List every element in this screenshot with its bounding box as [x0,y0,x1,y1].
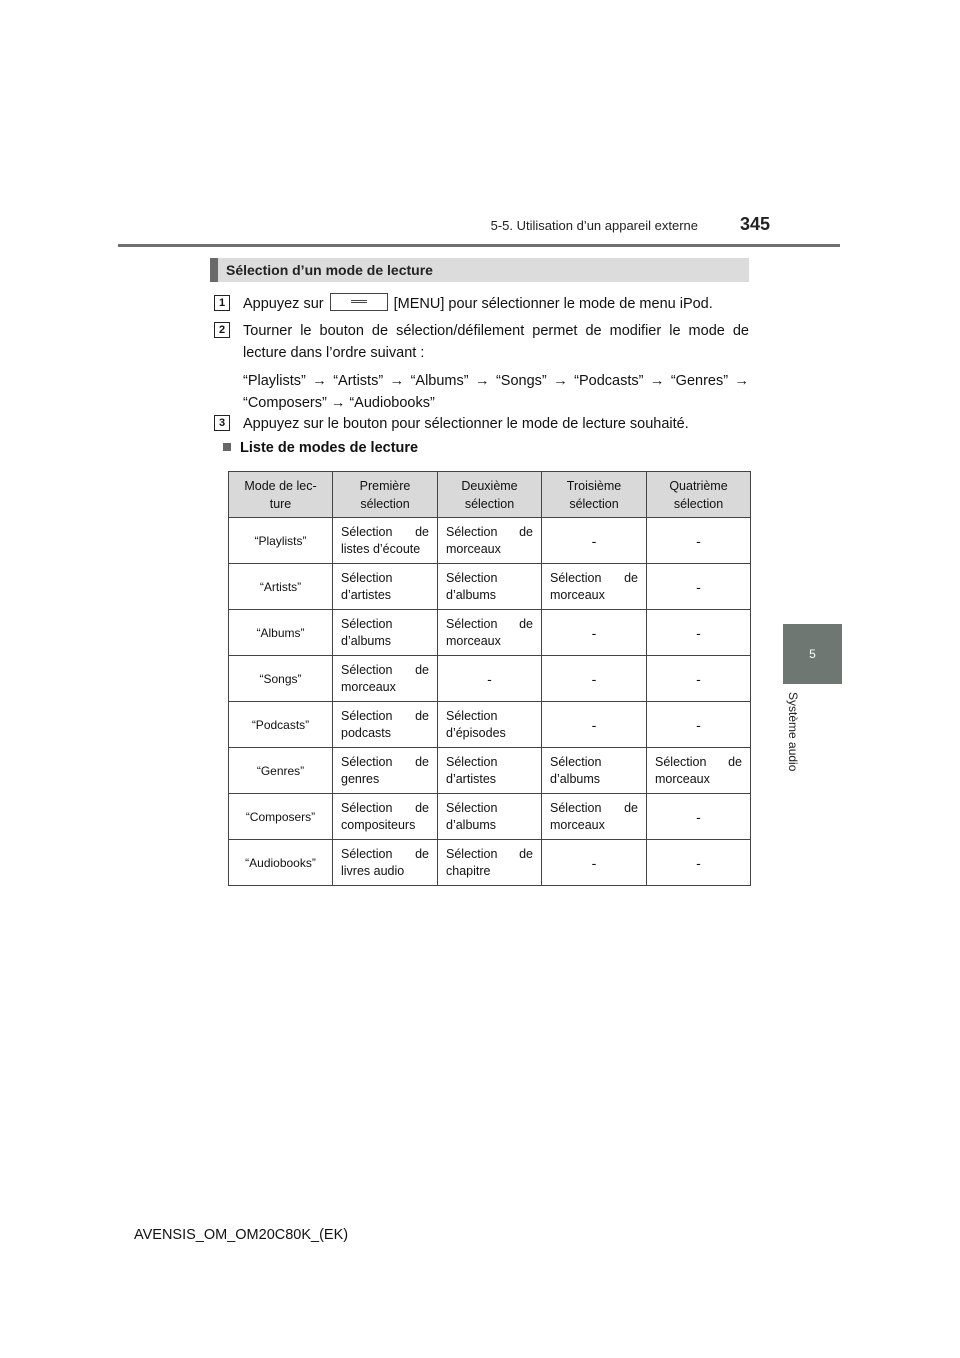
mode-name-cell: “Playlists” [229,518,333,564]
selection-cell: Sélection d’albums [438,794,542,840]
running-header-section: 5-5. Utilisation d’un appareil externe [490,218,698,233]
selection-cell: - [542,656,647,702]
step-2 [214,320,749,414]
mode-name-cell: “Podcasts” [229,702,333,748]
mode-name-cell: “Genres” [229,748,333,794]
chapter-label-wrap [786,692,806,782]
selection-cell: - [647,656,751,702]
selection-cell: Sélection d’artistes [438,748,542,794]
selection-cell: Sélection d’albums [438,564,542,610]
mode-sequence: “Playlists” → “Artists” → “Albums” → “Songs” → “Podcasts” → “Genres” → “Composers” → “Audiobooks” [243,373,749,411]
selection-cell: - [647,794,751,840]
mode-name-cell: “Composers” [229,794,333,840]
mode-name-cell: “Songs” [229,656,333,702]
list-heading-text: Liste de modes de lecture [240,440,419,456]
selection-cell: - [647,610,751,656]
step-text: Appuyez sur le bouton pour sélectionner le mode de lecture souhaité. [243,416,689,432]
selection-cell: - [647,518,751,564]
selection-cell: Sélection de morceaux [333,656,438,702]
selection-cell: Sélection d’albums [333,610,438,656]
selection-cell: - [647,702,751,748]
section-heading-bar [210,258,749,282]
modes-table [228,471,751,886]
step-3 [214,413,749,435]
table-row [229,518,751,564]
selection-cell: Sélection de livres audio [333,840,438,886]
list-heading [223,440,418,456]
table-header-cell: Troisième sélection [542,472,647,518]
mode-name-cell: “Artists” [229,564,333,610]
step-text: Tourner le bouton de sélection/défilement permet de modifier le mode de lecture dans l’ordre suivant : [243,323,749,361]
selection-cell: - [542,610,647,656]
table-row [229,748,751,794]
selection-cell: Sélection d’albums [542,748,647,794]
chapter-tab [783,624,842,684]
selection-cell: Sélection de podcasts [333,702,438,748]
selection-cell: - [542,518,647,564]
selection-cell: - [542,702,647,748]
table-row [229,610,751,656]
chapter-label: Système audio [786,692,800,772]
selection-cell: - [647,840,751,886]
selection-cell: Sélection de chapitre [438,840,542,886]
document-code: AVENSIS_OM_OM20C80K_(EK) [134,1227,349,1243]
mode-name-cell: “Albums” [229,610,333,656]
selection-cell: Sélection de compositeurs [333,794,438,840]
table-row [229,702,751,748]
selection-cell: Sélection de morceaux [542,794,647,840]
step-1 [214,293,749,315]
table-row [229,656,751,702]
selection-cell: - [438,656,542,702]
selection-cell: Sélection de morceaux [438,610,542,656]
table-header-row [229,472,751,518]
table-row [229,840,751,886]
menu-button-icon [330,293,388,311]
selection-cell: - [647,564,751,610]
mode-name-cell: “Audiobooks” [229,840,333,886]
square-bullet-icon [223,443,231,451]
step-number: 2 [214,322,230,338]
selection-cell: Sélection de morceaux [647,748,751,794]
selection-cell: Sélection de morceaux [542,564,647,610]
selection-cell: Sélection de listes d’écoute [333,518,438,564]
table-header-cell: Mode de lec-ture [229,472,333,518]
selection-cell: Sélection de genres [333,748,438,794]
selection-cell: - [542,840,647,886]
selection-cell: Sélection de morceaux [438,518,542,564]
step-text-before: Appuyez sur [243,296,324,312]
selection-cell: Sélection d’artistes [333,564,438,610]
table-header-cell: Deuxième sélection [438,472,542,518]
table-row [229,564,751,610]
chapter-number: 5 [809,647,816,661]
step-text-after: [MENU] pour sélectionner le mode de menu iPod. [393,296,713,312]
selection-cell: Sélection d’épisodes [438,702,542,748]
page-number: 345 [740,214,771,234]
table-row [229,794,751,840]
section-title: Sélection d’un mode de lecture [226,262,433,278]
step-number: 3 [214,415,230,431]
table-header-cell: Première sélection [333,472,438,518]
step-text [243,293,749,315]
header-divider [118,244,840,247]
table-header-cell: Quatrième sélection [647,472,751,518]
step-number: 1 [214,295,230,311]
